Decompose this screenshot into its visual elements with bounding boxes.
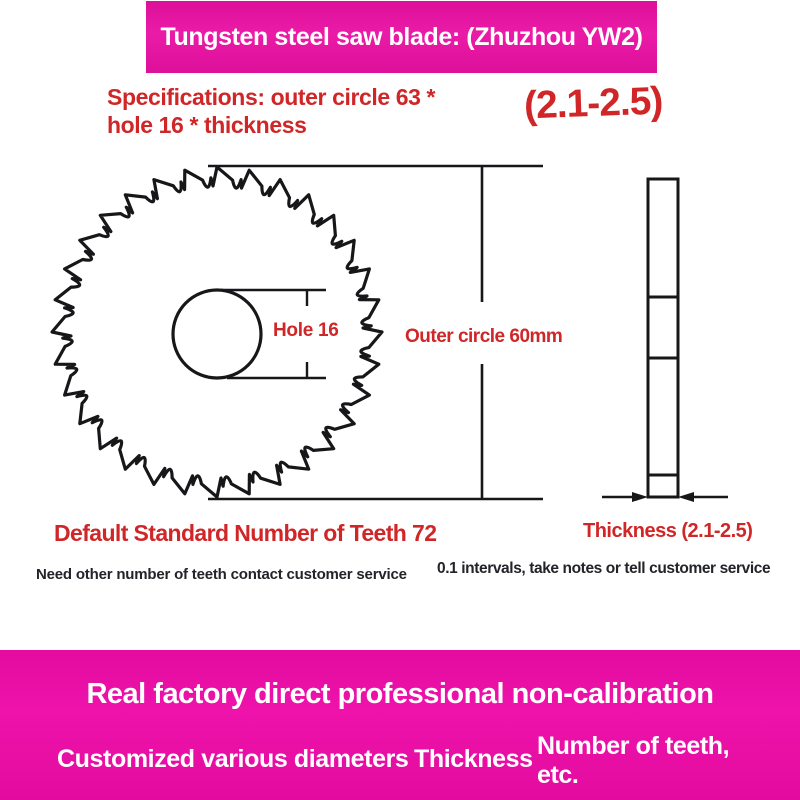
spec-line-1: Specifications: outer circle 63 * bbox=[107, 84, 436, 110]
bottom-banner-row bbox=[0, 732, 800, 790]
side-view-segment-lines bbox=[648, 297, 678, 475]
top-banner-title: Tungsten steel saw blade: (Zhuzhou YW2) bbox=[160, 22, 643, 51]
outer-circle-label: Outer circle 60mm bbox=[405, 326, 563, 347]
bottom-banner-heading: Real factory direct professional non-calibration bbox=[86, 678, 714, 710]
default-teeth-label: Default Standard Number of Teeth 72 bbox=[54, 520, 437, 546]
feature-diameters: Customized various diameters bbox=[57, 745, 409, 774]
thickness-arrowhead-left bbox=[632, 492, 648, 502]
blade-side-view bbox=[648, 179, 678, 497]
feature-thickness: Thickness bbox=[414, 745, 533, 774]
thickness-dimension-label: Thickness (2.1-2.5) bbox=[583, 520, 753, 542]
top-banner bbox=[146, 1, 657, 73]
feature-teeth: Number of teeth, etc. bbox=[537, 732, 730, 790]
arbor-hole bbox=[173, 290, 261, 378]
intervals-note: 0.1 intervals, take notes or tell customer service bbox=[437, 560, 771, 577]
teeth-contact-note: Need other number of teeth contact customer service bbox=[36, 566, 407, 583]
thickness-range-text: (2.1-2.5) bbox=[523, 79, 664, 128]
spec-line-2: hole 16 * thickness bbox=[107, 112, 307, 138]
thickness-arrowhead-right bbox=[678, 492, 694, 502]
hole-size-label: Hole 16 bbox=[273, 320, 339, 341]
bottom-banner bbox=[0, 650, 800, 800]
spec-text bbox=[107, 83, 435, 139]
